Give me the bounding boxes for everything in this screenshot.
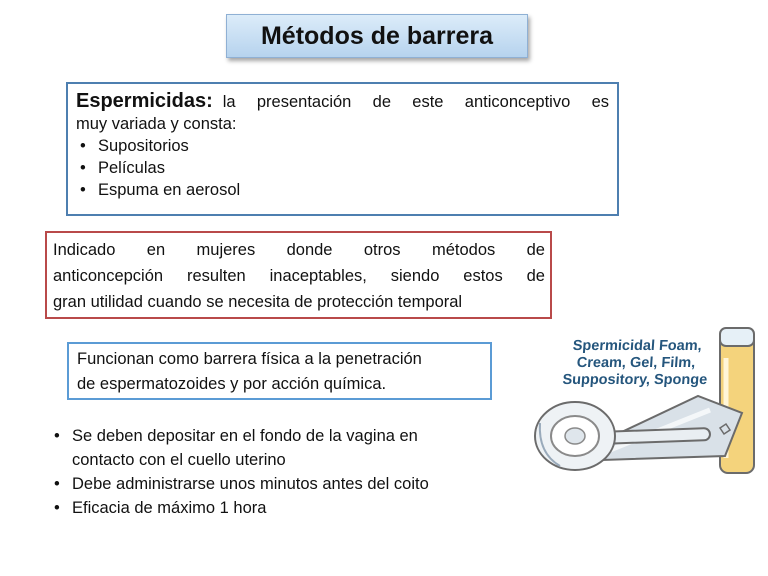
espermicidas-box <box>66 82 619 216</box>
espermicidas-intro-cont: muy variada y consta: <box>76 115 237 133</box>
applicator-icon <box>600 428 710 444</box>
list-item-text: contacto con el cuello uterino <box>72 451 286 469</box>
list-item <box>50 424 520 472</box>
indicacion-line: Indicado en mujeres donde otros métodos de <box>53 241 545 259</box>
caption-line: Suppository, Sponge <box>561 372 708 388</box>
caption-line: Spermicidal Foam, <box>572 338 703 354</box>
list-item: • Supositorios <box>76 135 609 157</box>
sponge-container-icon <box>535 402 615 470</box>
list-item <box>50 496 520 520</box>
slide-title: Métodos de barrera <box>226 14 528 58</box>
indicacion-box <box>45 231 552 319</box>
espermicidas-intro: la presentación de este anticonceptivo es <box>222 93 609 111</box>
list-item: • Películas <box>76 157 609 179</box>
list-item: • Espuma en aerosol <box>76 179 609 201</box>
indicacion-line: anticoncepción resulten inaceptables, siendo estos de <box>53 267 545 285</box>
espermicidas-list <box>76 135 609 201</box>
caption-line: Cream, Gel, Film, <box>576 355 696 371</box>
espermicidas-heading-line <box>76 90 609 113</box>
list-item <box>50 472 520 496</box>
illustration-caption <box>538 338 734 389</box>
list-item-text: • Eficacia de máximo 1 hora <box>72 499 267 517</box>
espermicidas-heading: Espermicidas: <box>76 90 213 112</box>
instrucciones-list <box>50 424 520 520</box>
list-item-text: • Debe administrarse unos minutos antes del coito <box>72 475 429 493</box>
list-item-text: • Se deben depositar en el fondo de la vagina en <box>72 427 418 445</box>
funcionamiento-line: de espermatozoides y por acción química. <box>77 375 387 393</box>
indicacion-line: gran utilidad cuando se necesita de protección temporal <box>53 293 463 311</box>
funcionamiento-line: Funcionan como barrera física a la penetración <box>77 350 422 368</box>
funcionamiento-box <box>67 342 492 400</box>
